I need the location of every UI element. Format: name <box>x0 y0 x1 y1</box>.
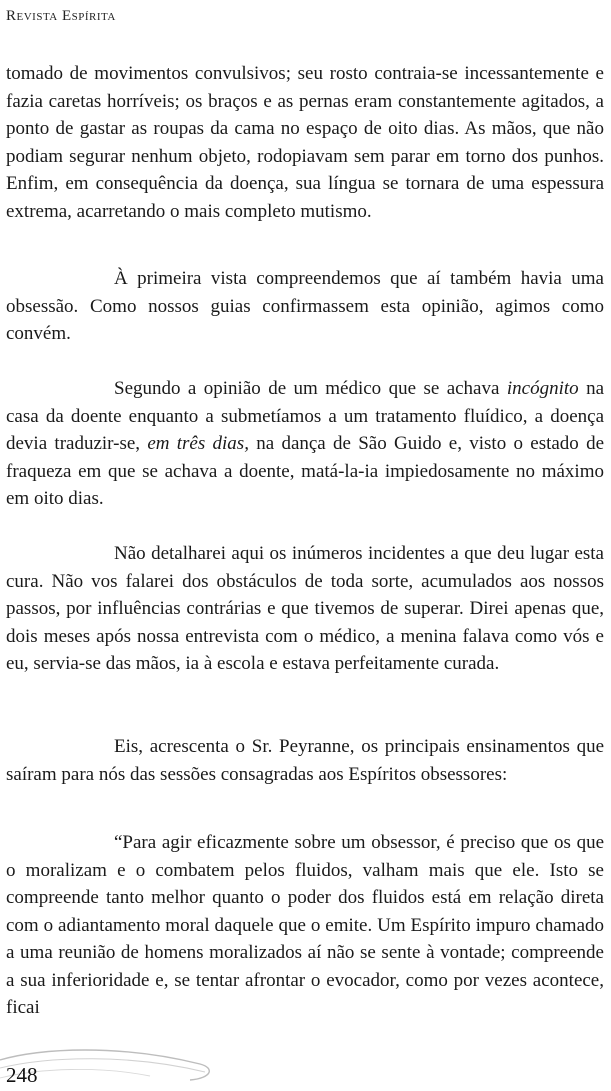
running-header: Revista Espírita <box>6 8 116 24</box>
paragraph-3-text <box>6 375 604 513</box>
paragraph-5-text: Eis, acrescenta o Sr. Peyranne, os principais ensinamentos que saíram para nós das sessões consagradas aos Espíritos obsessores: <box>6 736 604 785</box>
paragraph-1-text: tomado de movimentos convulsivos; seu rosto contraia-se incessantemente e fazia caretas horríveis; os braços e as pernas eram constantemente agitados, a ponto de gastar as roupas da cama no espaço de oito dias. As mãos, que não podiam segurar nenhum objeto, rodopiavam sem parar em torno dos punhos. Enfim, em consequência da doença, sua língua se tornara de uma espessura extrema, acarretando o mais completo mutismo. <box>6 63 604 222</box>
paragraph-4 <box>6 540 604 678</box>
paragraph-6 <box>6 829 604 1022</box>
paragraph-2-text: À primeira vista compreendemos que aí também havia uma obsessão. Como nossos guias confirmassem esta opinião, agimos como convém. <box>6 268 604 344</box>
italic-incognito: incógnito <box>506 378 579 399</box>
paragraph-2 <box>6 265 604 348</box>
page-number: 248 <box>6 1063 38 1087</box>
paragraph-5 <box>6 733 604 788</box>
paragraph-6-text: “Para agir eficazmente sobre um obsessor, é preciso que os que o moralizam e o combatem pelos fluidos, valham mais que ele. Isto se compreende tanto melhor quanto o poder dos fluidos está em relação direta com o adiantamento moral daquele que o emite. Um Espírito impuro chamado a uma reunião de homens moralizados aí não se sente à vontade; compreende a sua inferioridade e, se tentar afrontar o evocador, como por vezes acontece, ficai <box>6 832 604 1018</box>
paragraph-3-part-3: na dança de São Guido e, visto o estado de fraqueza em que se achava a doente, matá-la-ia impiedosamente no máximo em oito dias. <box>6 433 605 509</box>
paragraph-4-text: Não detalharei aqui os inúmeros incidentes a que deu lugar esta cura. Não vos falarei dos obstáculos de toda sorte, acumulados aos nossos passos, por influências contrárias e que tivemos de superar. Direi apenas que, dois meses após nossa entrevista com o médico, a menina falava como vós e eu, servia-se das mãos, ia à escola e estava perfeitamente curada. <box>6 543 604 674</box>
paragraph-3-part-2: na casa da doente enquanto a submetíamos a um tratamento fluídico, a doença devia traduzir-se, <box>6 378 604 454</box>
paragraph-3 <box>6 375 604 513</box>
paragraph-3-part-1: Segundo a opinião de um médico que se achava <box>114 378 507 399</box>
italic-em-tres-dias: em três dias, <box>147 433 249 454</box>
paragraph-1 <box>6 60 604 225</box>
